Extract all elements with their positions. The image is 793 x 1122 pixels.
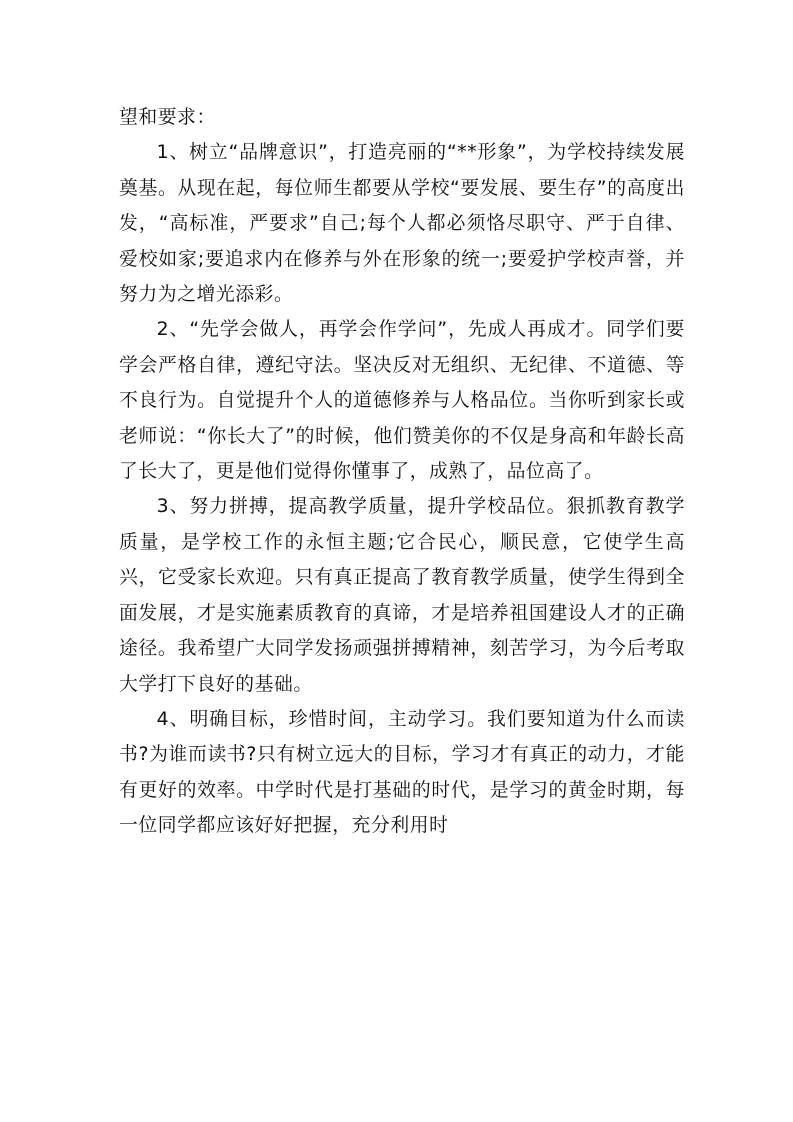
paragraph-point-1: 1、树立“品牌意识”，打造亮丽的“**形象”，为学校持续发展奠基。从现在起，每位师生都要从学校“要发展、要生存”的高度出发，“高标准，严要求”自己;每个人都必须恪尽职守、严于自律、爱校如家;要追求内在修养与外在形象的统一;要爱护学校声誉，并努力为之增光添彩。 xyxy=(119,142,685,306)
paragraph-continuation: 望和要求： xyxy=(119,107,216,128)
paragraph-point-2: 2、“先学会做人，再学会作学问”，先成人再成才。同学们要学会严格自律，遵纪守法。坚决反对无组织、无纪律、不道德、等不良行为。自觉提升个人的道德修养与人格品位。当你听到家长或老师说：“你长大了”的时候，他们赞美你的不仅是身高和年龄长高了长大了，更是他们觉得你懂事了，成熟了，品位高了。 xyxy=(119,319,685,483)
document-body xyxy=(119,100,685,844)
paragraph-point-4: 4、明确目标，珍惜时间，主动学习。我们要知道为什么而读书?为谁而读书?只有树立远大的目标，学习才有真正的动力，才能有更好的效率。中学时代是打基础的时代，是学习的黄金时期，每一位同学都应该好好把握，充分利用时 xyxy=(119,708,685,837)
paragraph-point-3: 3、努力拼搏，提高教学质量，提升学校品位。狠抓教育教学质量，是学校工作的永恒主题;它合民心，顺民意，它使学生高兴，它受家长欢迎。只有真正提高了教育教学质量，使学生得到全面发展，才是实施素质教育的真谛，才是培养祖国建设人才的正确途径。我希望广大同学发扬顽强拼搏精神，刻苦学习，为今后考取大学打下良好的基础。 xyxy=(119,496,685,695)
